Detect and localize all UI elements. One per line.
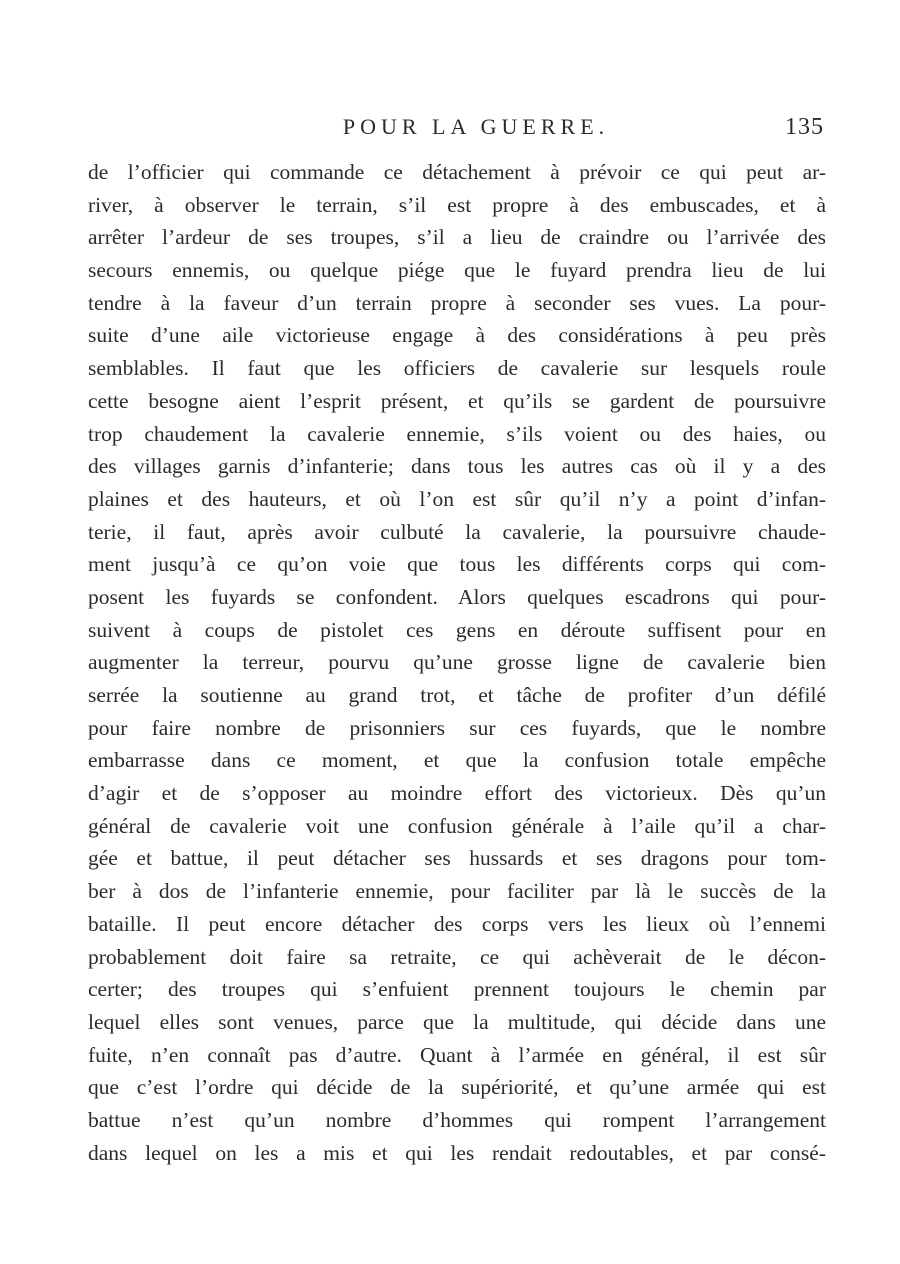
text-line: tendre à la faveur d’un terrain propre à seconder ses vues. La pour- — [88, 290, 826, 315]
text-line: pour faire nombre de prisonniers sur ces fuyards, que le nombre — [88, 715, 826, 740]
text-line: augmenter la terreur, pourvu qu’une grosse ligne de cavalerie bien — [88, 650, 826, 675]
text-line: river, à observer le terrain, s’il est propre à des embuscades, et à — [88, 192, 826, 217]
text-line: serrée la soutienne au grand trot, et tâche de profiter d’un défilé — [88, 683, 826, 707]
text-line: trop chaudement la cavalerie ennemie, s’ils voient ou des haies, ou — [88, 421, 826, 446]
text-line: général de cavalerie voit une confusion générale à l’aile qu’il a char- — [88, 813, 826, 838]
text-line: ment jusqu’à ce qu’on voie que tous les différents corps qui com- — [88, 552, 826, 577]
text-line: que c’est l’ordre qui décide de la supériorité, et qu’une armée qui est — [88, 1075, 826, 1100]
text-line: d’agir et de s’opposer au moindre effort des victorieux. Dès qu’un — [88, 781, 826, 806]
running-title: POUR LA GUERRE. — [342, 114, 610, 139]
text-line: dans lequel on les a mis et qui les rendait redoutables, et par consé- — [88, 1140, 826, 1165]
page-number: 135 — [785, 114, 824, 140]
text-line: des villages garnis d’infanterie; dans tous les autres cas où il y a des — [88, 454, 826, 479]
text-line: fuite, n’en connaît pas d’autre. Quant à l’armée en général, il est sûr — [88, 1042, 826, 1067]
body-text — [88, 156, 826, 1169]
text-line: cette besogne aient l’esprit présent, et qu’ils se gardent de poursuivre — [88, 388, 826, 413]
text-line: suite d’une aile victorieuse engage à des considérations à peu près — [88, 323, 826, 348]
text-line: ber à dos de l’infanterie ennemie, pour faciliter par là le succès de la — [88, 879, 826, 904]
text-line: terie, il faut, après avoir culbuté la cavalerie, la poursuivre chaude- — [88, 519, 826, 544]
text-line: posent les fuyards se confondent. Alors quelques escadrons qui pour- — [88, 584, 826, 609]
text-line: battue n’est qu’un nombre d’hommes qui rompent l’arrangement — [88, 1107, 826, 1132]
text-line: probablement doit faire sa retraite, ce qui achèverait de le décon- — [88, 944, 826, 969]
text-line: certer; des troupes qui s’enfuient prennent toujours le chemin par — [88, 977, 826, 1002]
text-line: semblables. Il faut que les officiers de cavalerie sur lesquels roule — [88, 356, 826, 381]
running-head — [88, 114, 824, 144]
text-line: gée et battue, il peut détacher ses hussards et ses dragons pour tom- — [88, 846, 826, 871]
text-line: secours ennemis, ou quelque piége que le fuyard prendra lieu de lui — [88, 258, 826, 283]
text-line: bataille. Il peut encore détacher des corps vers les lieux où l’ennemi — [88, 911, 826, 936]
text-line: embarrasse dans ce moment, et que la confusion totale empêche — [88, 748, 826, 773]
text-line: plaines et des hauteurs, et où l’on est sûr qu’il n’y a point d’infan- — [88, 486, 826, 511]
text-line: arrêter l’ardeur de ses troupes, s’il a lieu de craindre ou l’arrivée des — [88, 225, 826, 250]
text-line: de l’officier qui commande ce détachement à prévoir ce qui peut ar- — [88, 160, 826, 184]
text-line: suivent à coups de pistolet ces gens en déroute suffisent pour en — [88, 617, 826, 642]
text-line: lequel elles sont venues, parce que la multitude, qui décide dans une — [88, 1009, 826, 1034]
